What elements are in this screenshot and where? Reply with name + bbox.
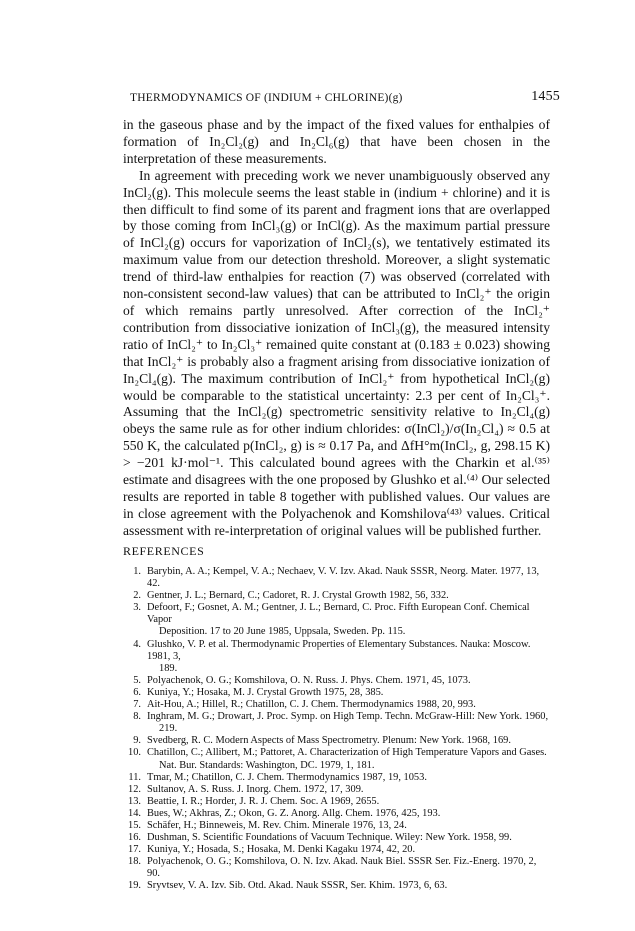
reference-continuation: 219. [159,723,178,735]
reference-number: 1. [133,566,141,577]
reference-item [123,880,550,892]
reference-item [123,772,550,784]
reference-number: 9. [133,735,141,747]
reference-number: 12. [128,783,141,795]
reference-number: 8. [133,711,141,723]
reference-item [123,639,550,675]
reference-text: Kuniya, Y.; Hosaka, M. J. Crystal Growth 1975, 28, 385. [147,686,384,698]
reference-number: 2. [133,590,141,602]
reference-text: Svedberg, R. C. Modern Aspects of Mass Spectrometry. Plenum: New York. 1968, 169. [147,735,511,747]
reference-item [123,796,550,808]
reference-item [123,844,550,856]
reference-number: 4. [133,638,141,650]
reference-item [123,808,550,820]
reference-text: Ait-Hou, A.; Hillel, R.; Chatillon, C. J. Chem. Thermodynamics 1988, 20, 993. [147,699,476,711]
reference-number: 5. [133,674,141,686]
running-title: THERMODYNAMICS OF (INDIUM + CHLORINE)(g) [130,92,403,104]
references-heading: REFERENCES [123,544,205,558]
reference-text: Polyachenok, O. G.; Komshilova, O. N. Izv. Akad. Nauk Biel. SSSR Ser. Fiz.-Energ. 1970, 2, 90. [147,856,537,880]
reference-text: Inghram, M. G.; Drowart, J. Proc. Symp. on High Temp. Techn. McGraw-Hill: New York. 1960, [147,711,549,723]
reference-text: Kuniya, Y.; Hosada, S.; Hosaka, M. Denki Kagaku 1974, 42, 20. [147,844,416,856]
reference-text: Sultanov, A. S. Russ. J. Inorg. Chem. 1972, 17, 309. [147,783,364,795]
reference-continuation: Nat. Bur. Standards: Washington, DC. 1979, 1, 181. [159,759,375,771]
reference-item [123,602,550,638]
reference-number: 11. [128,771,141,783]
reference-text: Polyachenok, O. G.; Komshilova, O. N. Russ. J. Phys. Chem. 1971, 45, 1073. [147,674,471,686]
reference-number: 6. [133,686,141,698]
reference-text: Gentner, J. L.; Bernard, C.; Cadoret, R. J. Crystal Growth 1982, 56, 332. [147,590,449,602]
reference-item [123,832,550,844]
reference-item [123,687,550,699]
reference-number: 13. [128,795,141,807]
reference-item [123,566,550,590]
reference-text: Dushman, S. Scientific Foundations of Vacuum Technique. Wiley: New York. 1958, 99. [147,832,512,844]
reference-continuation: 189. [159,662,178,674]
reference-item [123,747,550,771]
reference-text: Schäfer, H.; Binneweis, M. Rev. Chim. Minerale 1976, 13, 24. [147,819,407,831]
reference-item [123,735,550,747]
page-number: 1455 [531,89,560,104]
reference-item [123,699,550,711]
reference-item [123,784,550,796]
reference-text: Bues, W.; Akhras, Z.; Okon, G. Z. Anorg. Allg. Chem. 1976, 425, 193. [147,807,441,819]
paragraph: In agreement with preceding work we never unambiguously observed any InCl₂(g). This molecule seems the least stable in (indium + chlorine) and it is then difficult to find some of its parent and fragment ions that are overlapped by those coming from InCl₃(g) or InCl(g). As the maximum partial pressure of InCl₂(g) occurs for vaporization of InCl₂(s), we tentatively estimated its maximum value from our detection threshold. Moreover, a slight systematic trend of third-law enthalpies for reaction (7) was observed (correlated with non-consistent second-law values) that can be attributed to InCl₂⁺ the origin of which remains partly unresolved. After correction of the InCl₂⁺ contribution from dissociative ionization of InCl₃(g), the measured intensity ratio of InCl₂⁺ to In₂Cl₃⁺ remained quite constant at (0.183 ± 0.023) showing that InCl₂⁺ is probably also a fragment arising from dissociative ionization of In₂Cl₄(g). The maximum contribution of InCl₂⁺ from hypothetical InCl₂(g) would be comparable to the statistical uncertainty: 2.3 per cent of In₂Cl₃⁺. Assuming that the InCl₂(g) spectrometric sensitivity relative to In₂Cl₄(g) obeys the same rule as for other indium chlorides: σ(InCl₂)/σ(In₂Cl₄) ≈ 0.5 at 550 K, the calculated p(InCl₂, g) is ≈ 0.17 Pa, and ΔfH°m(InCl₂, g, 298.15 K) > −201 kJ·mol⁻¹. This calculated bound agrees with the Charkin et al.⁽³⁵⁾ estimate and disagrees with the one proposed by Glushko et al.⁽⁴⁾ Our selected results are reported in table 8 together with published values. Our values are in close agreement with the Polyachenok and Komshilova⁽⁴³⁾ values. Critical assessment with re-interpretation of original values will be published further. [123,167,550,538]
reference-number: 18. [128,856,141,868]
reference-text: Beattie, I. R.; Horder, J. R. J. Chem. Soc. A 1969, 2655. [147,795,380,807]
reference-continuation: Deposition. 17 to 20 June 1985, Uppsala, Sweden. Pp. 115. [159,626,406,638]
reference-number: 15. [128,819,141,831]
reference-text: Chatillon, C.; Allibert, M.; Pattoret, A. Characterization of High Temperature Vapors and Gases. [147,747,547,759]
reference-number: 19. [128,880,141,892]
reference-text: Defoort, F.; Gosnet, A. M.; Gentner, J. L.; Bernard, C. Proc. Fifth European Conf. Chemical Vapor [147,602,530,626]
reference-item [123,711,550,735]
reference-number: 14. [128,807,141,819]
reference-text: Tmar, M.; Chatillon, C. J. Chem. Thermodynamics 1987, 19, 1053. [147,771,427,783]
reference-number: 17. [128,844,141,856]
reference-item [123,820,550,832]
reference-item [123,856,550,880]
reference-number: 7. [133,699,141,711]
reference-item [123,675,550,687]
body-text [123,117,550,540]
reference-text: Barybin, A. A.; Kempel, V. A.; Nechaev, V. V. Izv. Akad. Nauk SSSR, Neorg. Mater. 1977, 13, 42. [147,566,540,590]
reference-number: 10. [128,747,141,759]
reference-list [123,566,550,893]
paragraph: in the gaseous phase and by the impact of the fixed values for enthalpies of formation of In₂Cl₂(g) and In₂Cl₆(g) that have been chosen in the interpretation of these measurements. [123,117,550,166]
reference-item [123,590,550,602]
reference-number: 3. [133,602,141,614]
reference-text: Glushko, V. P. et al. Thermodynamic Properties of Elementary Substances. Nauka: Moscow. 1981, 3, [147,638,531,662]
reference-number: 16. [128,832,141,844]
reference-text: Sryvtsev, V. A. Izv. Sib. Otd. Akad. Nauk SSSR, Ser. Khim. 1973, 6, 63. [147,880,448,892]
